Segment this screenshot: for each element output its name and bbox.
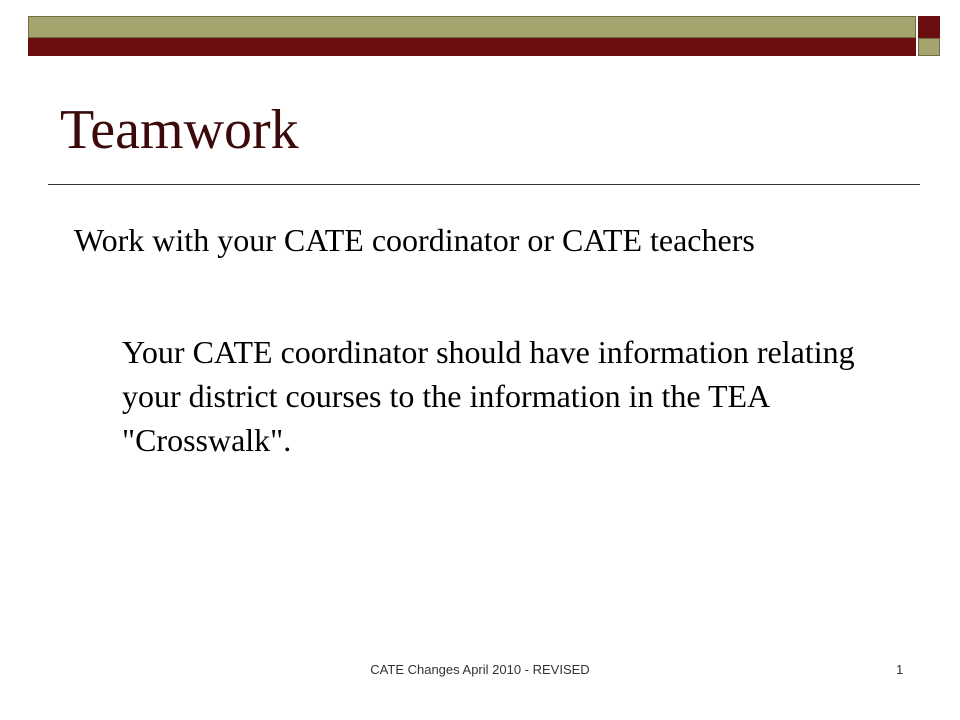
bullet-text-1: Work with your CATE coordinator or CATE teachers (74, 222, 755, 258)
bullet-text-2: Your CATE coordinator should have information relating your district courses to the information in the TEA "Crosswalk". (122, 334, 855, 458)
corner-square-olive (918, 38, 940, 56)
corner-square-maroon (918, 16, 940, 38)
slide-title: Teamwork (60, 99, 299, 161)
header-band (28, 16, 916, 56)
header-band-maroon-stripe (28, 38, 916, 56)
slide-footer: CATE Changes April 2010 - REVISED (370, 662, 590, 677)
slide-page-number: 1 (896, 662, 904, 677)
title-divider (48, 184, 920, 185)
header-band-olive-stripe (28, 16, 916, 38)
